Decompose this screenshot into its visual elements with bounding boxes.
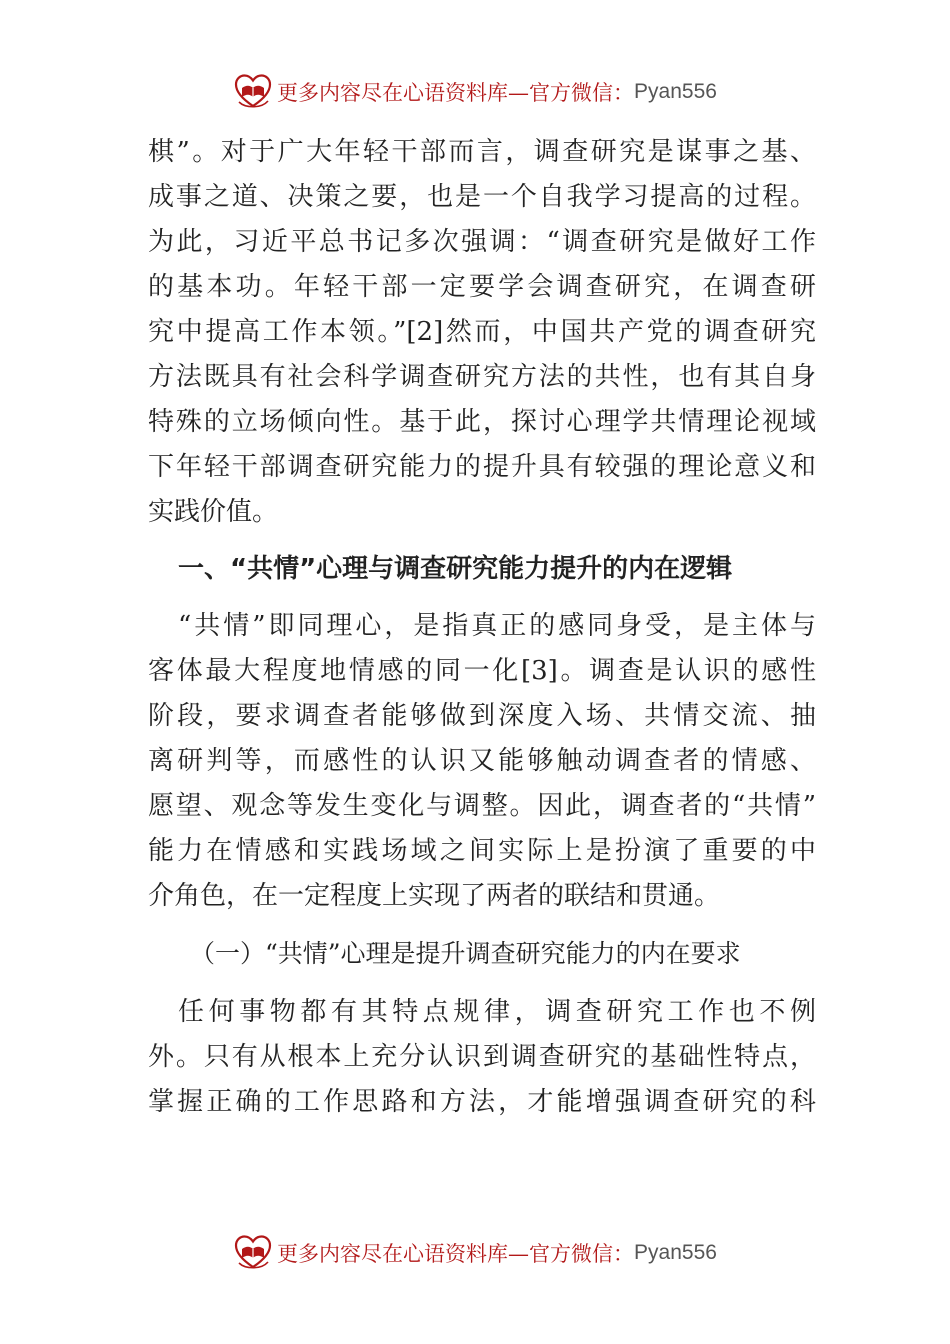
banner-wechat-id: Pyan556 <box>634 1241 717 1264</box>
section-heading: 一、“共情”心理与调查研究能力提升的内在逻辑 <box>178 554 733 584</box>
text-line: 阶段，要求调查者能够做到深度入场、共情交流、抽 <box>148 701 816 731</box>
text-line: 外。只有从根本上充分认识到调查研究的基础性特点， <box>148 1042 816 1072</box>
text-line: 掌握正确的工作思路和方法，才能增强调查研究的科 <box>148 1087 816 1117</box>
text-line: 客体最大程度地情感的同一化[3]。调查是认识的感性 <box>148 656 816 686</box>
text-line: 为此，习近平总书记多次强调：“调查研究是做好工作 <box>148 227 816 257</box>
text-line: 方法既具有社会科学调查研究方法的共性，也有其自身 <box>148 362 816 392</box>
text-line: 成事之道、决策之要，也是一个自我学习提高的过程。 <box>148 182 816 212</box>
text-line: 实践价值。 <box>148 497 279 527</box>
text-line: 究中提高工作本领。”[2]然而，中国共产党的调查研究 <box>148 317 816 347</box>
text-line: 棋”。对于广大年轻干部而言，调查研究是谋事之基、 <box>148 137 816 167</box>
text-line: 愿望、观念等发生变化与调整。因此，调查者的“共情” <box>148 791 816 821</box>
paragraph-2 <box>148 604 816 919</box>
banner-text: 更多内容尽在心语资料库—官方微信： <box>277 81 635 105</box>
text-line: 特殊的立场倾向性。基于此，探讨心理学共情理论视域 <box>148 407 816 437</box>
document-body <box>148 130 816 1125</box>
heart-book-logo-icon <box>233 1233 273 1273</box>
subsection-heading: （一）“共情”心理是提升调查研究能力的内在要求 <box>190 939 741 968</box>
paragraph-1 <box>148 130 816 535</box>
text-line: 离研判等，而感性的认识又能够触动调查者的情感、 <box>148 746 816 776</box>
text-line: 能力在情感和实践场域之间实际上是扮演了重要的中 <box>148 836 816 866</box>
text-line: 的基本功。年轻干部一定要学会调查研究，在调查研 <box>148 272 816 302</box>
text-line: “共情”即同理心，是指真正的感同身受，是主体与 <box>178 611 816 641</box>
banner-wechat-id: Pyan556 <box>634 80 717 103</box>
text-line: 任何事物都有其特点规律，调查研究工作也不例 <box>178 997 816 1027</box>
banner-text: 更多内容尽在心语资料库—官方微信： <box>277 1242 635 1266</box>
text-line: 介角色，在一定程度上实现了两者的联结和贯通。 <box>148 881 721 911</box>
header-banner <box>0 70 950 114</box>
paragraph-3 <box>148 990 816 1125</box>
heart-book-logo-icon <box>233 72 273 112</box>
text-line: 下年轻干部调查研究能力的提升具有较强的理论意义和 <box>148 452 816 482</box>
footer-banner <box>0 1231 950 1275</box>
